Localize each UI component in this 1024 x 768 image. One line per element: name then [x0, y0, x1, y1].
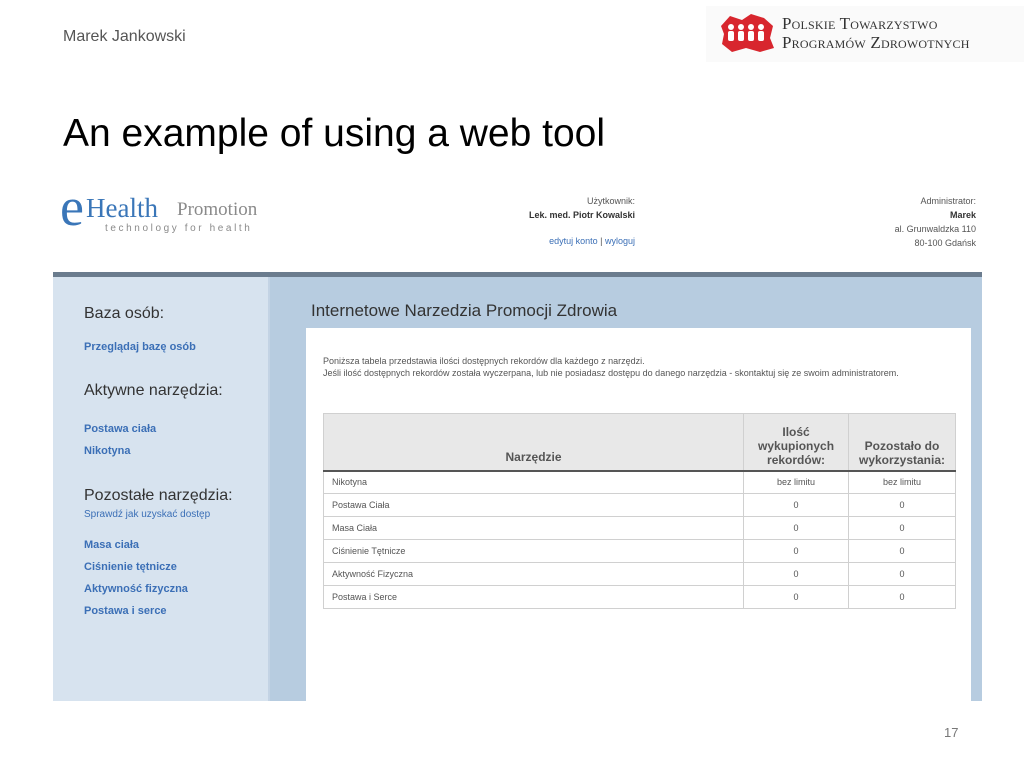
sidebar-item-postawa-ciala[interactable]: Postawa ciała — [84, 423, 157, 435]
link-separator: | — [600, 236, 603, 246]
app-screenshot — [53, 180, 982, 701]
cell-tool: Masa Ciała — [324, 517, 744, 540]
ehealth-e-glyph: e — [60, 180, 84, 237]
sidebar-item-nikotyna[interactable]: Nikotyna — [84, 445, 131, 457]
cell-remaining: 0 — [849, 517, 956, 540]
header-remaining: Pozostało do wykorzystania: — [849, 414, 956, 471]
logout-link[interactable]: wyloguj — [604, 236, 635, 246]
table-row — [324, 494, 956, 517]
cell-tool: Ciśnienie Tętnicze — [324, 540, 744, 563]
admin-label: Administrator: — [920, 196, 976, 206]
table-row — [324, 540, 956, 563]
sidebar-db-heading: Baza osób: — [84, 305, 165, 322]
slide-page-number: 17 — [944, 725, 959, 740]
cell-tool: Aktywność Fizyczna — [324, 563, 744, 586]
table-row — [324, 517, 956, 540]
cell-purchased: 0 — [744, 540, 849, 563]
cell-remaining: 0 — [849, 586, 956, 609]
table-row — [324, 586, 956, 609]
cell-remaining: 0 — [849, 540, 956, 563]
table-row — [324, 471, 956, 494]
intro-line-1: Poniższa tabela przedstawia ilości dostępnych rekordów dla każdego z narzędzi. — [323, 356, 645, 366]
sidebar-item-masa-ciala[interactable]: Masa ciała — [84, 539, 140, 551]
cell-purchased: 0 — [744, 586, 849, 609]
cell-purchased: 0 — [744, 517, 849, 540]
sidebar-access-hint-link[interactable]: Sprawdź jak uzyskać dostęp — [84, 509, 211, 520]
user-name: Lek. med. Piotr Kowalski — [528, 210, 635, 220]
cell-purchased: 0 — [744, 563, 849, 586]
cell-remaining: bez limitu — [849, 471, 956, 494]
ehealth-logo[interactable] — [60, 180, 280, 240]
slide-title: An example of using a web tool — [63, 112, 606, 155]
edit-account-link[interactable]: edytuj konto — [549, 236, 598, 246]
cell-remaining: 0 — [849, 494, 956, 517]
sidebar-item-cisnienie-tetnicze[interactable]: Ciśnienie tętnicze — [84, 561, 177, 573]
admin-street: al. Grunwaldzka 110 — [894, 224, 976, 234]
cell-purchased: 0 — [744, 494, 849, 517]
logo-tagline: technology for health — [105, 223, 253, 234]
app-header — [53, 180, 982, 272]
sidebar — [53, 277, 270, 701]
intro-text — [323, 355, 963, 379]
cell-remaining: 0 — [849, 563, 956, 586]
admin-name: Marek — [949, 210, 976, 220]
sidebar-item-postawa-i-serce[interactable]: Postawa i serce — [84, 605, 167, 617]
tools-table — [323, 413, 956, 609]
sidebar-browse-db-link[interactable]: Przeglądaj bazę osób — [84, 341, 196, 353]
logo-promotion: Promotion — [177, 199, 258, 220]
sidebar-active-heading: Aktywne narzędzia: — [84, 382, 223, 399]
table-header-row — [324, 414, 956, 471]
main-title: Internetowe Narzedzia Promocji Zdrowia — [311, 301, 618, 320]
table-row — [324, 563, 956, 586]
intro-line-2: Jeśli ilość dostępnych rekordów została wyczerpana, lub nie posiadasz dostępu do danego narzędzia - skontaktuj się ze swoim administratorem. — [323, 368, 899, 378]
header-tool: Narzędzie — [324, 414, 744, 471]
admin-info — [895, 194, 976, 250]
user-info — [529, 194, 635, 248]
sidebar-item-aktywnosc-fizyczna[interactable]: Aktywność fizyczna — [84, 583, 188, 595]
cell-purchased: bez limitu — [744, 471, 849, 494]
admin-city: 80-100 Gdańsk — [914, 238, 976, 248]
pto-people-icon — [718, 12, 776, 54]
pto-logo — [706, 6, 1024, 62]
user-label: Użytkownik: — [586, 196, 635, 206]
app-body — [53, 272, 982, 701]
slide-author: Marek Jankowski — [63, 28, 186, 45]
cell-tool: Postawa i Serce — [324, 586, 744, 609]
pto-name: Polskie Towarzystwo Programów Zdrowotnych — [782, 14, 970, 52]
cell-tool: Postawa Ciała — [324, 494, 744, 517]
sidebar-other-heading: Pozostałe narzędzia: — [84, 487, 233, 504]
header-purchased: Ilość wykupionych rekordów: — [744, 414, 849, 471]
logo-health: Health — [86, 193, 158, 223]
content-panel — [306, 328, 971, 701]
cell-tool: Nikotyna — [324, 471, 744, 494]
